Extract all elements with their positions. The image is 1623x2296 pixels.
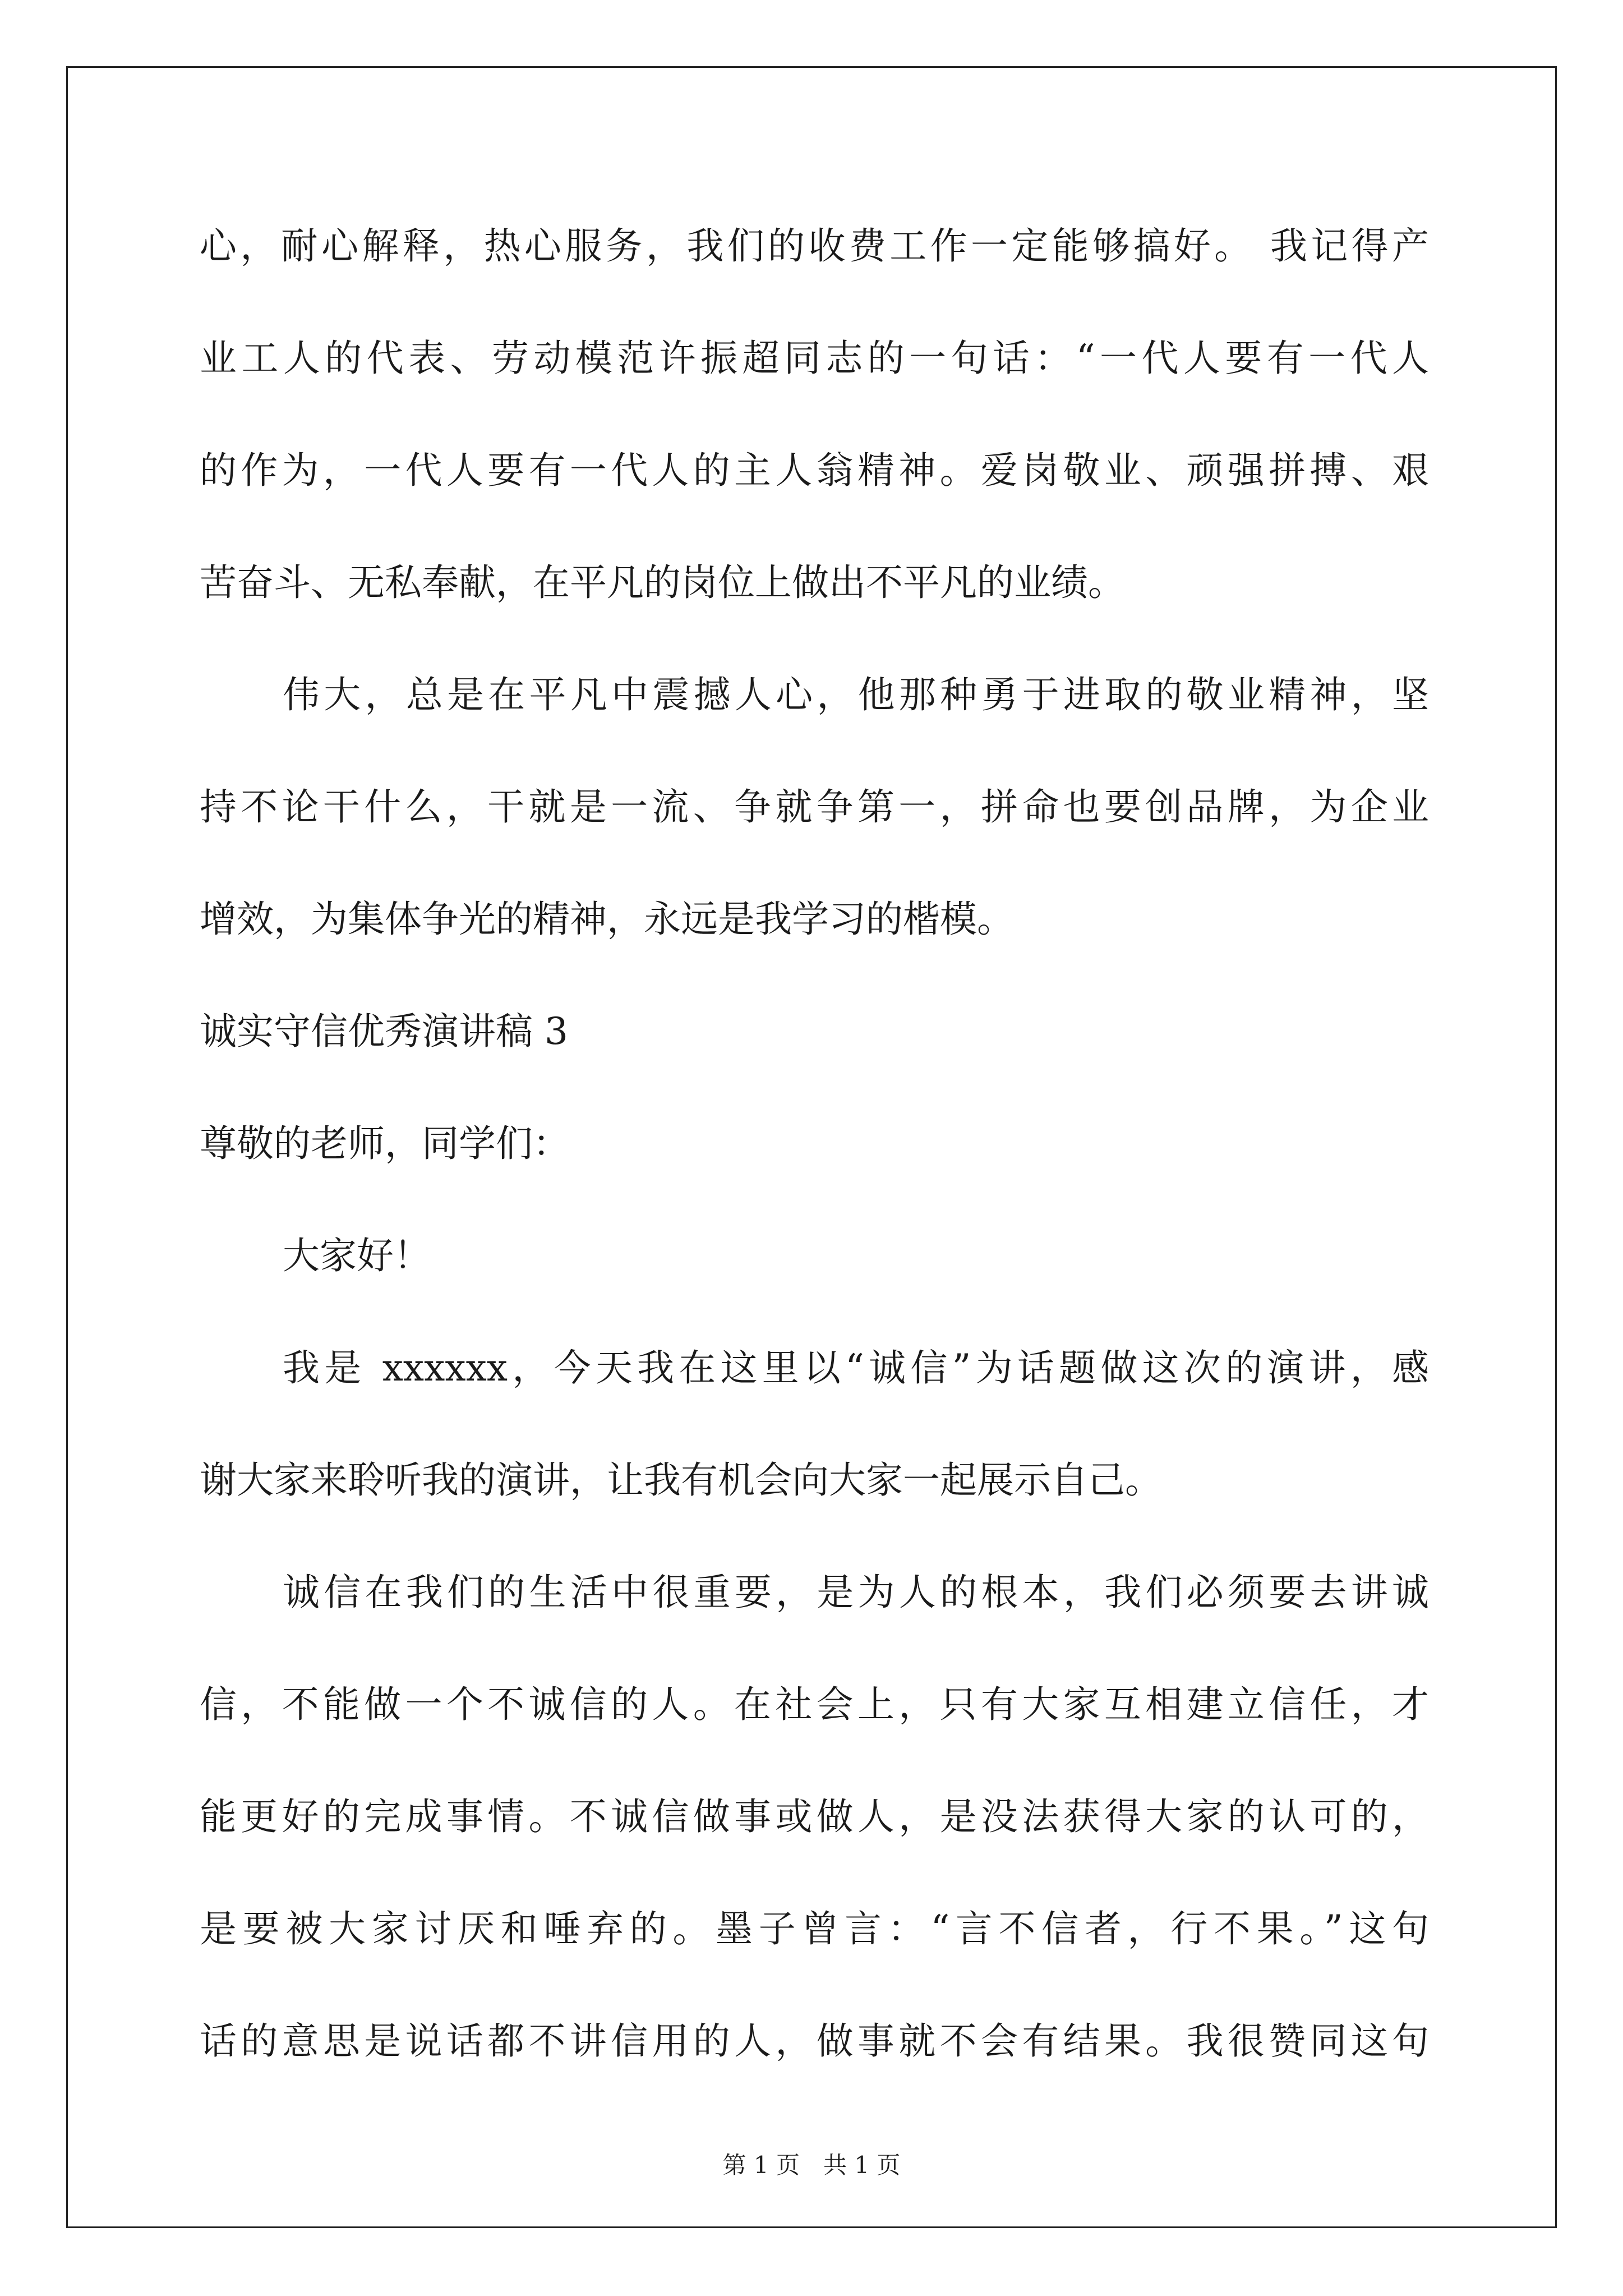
- text-line: 增效，为集体争光的精神，永远是我学习的楷模。: [200, 898, 1014, 941]
- text-line: 的作为，一代人要有一代人的主人翁精神。爱岗敬业、顽强拼搏、艰: [200, 449, 1429, 492]
- paragraph-first-line: 诚信在我们的生活中很重要，是为人的根本，我们必须要去讲诚: [283, 1571, 1429, 1614]
- text-line: 话的意思是说话都不讲信用的人，做事就不会有结果。我很赞同这句: [200, 2019, 1429, 2063]
- section-heading: 诚实守信优秀演讲稿 3: [200, 1010, 568, 1053]
- page-number: 第 1 页: [722, 2151, 800, 2179]
- text-line: 谢大家来聆听我的演讲，让我有机会向大家一起展示自己。: [200, 1458, 1162, 1502]
- text-line: 苦奋斗、无私奉献，在平凡的岗位上做出不平凡的业绩。: [200, 561, 1125, 604]
- text-line: 是要被大家讨厌和唾弃的。墨子曾言：“言不信者，行不果。”这句: [200, 1907, 1429, 1950]
- text-line: 持不论干什么，干就是一流、争就争第一，拼命也要创品牌，为企业: [200, 785, 1429, 829]
- paragraph-first-line: 我是 xxxxxx，今天我在这里以“诚信”为话题做这次的演讲，感: [283, 1346, 1429, 1389]
- text-line: 心，耐心解释，热心服务，我们的收费工作一定能够搞好。 我记得产: [200, 224, 1429, 268]
- document-body: [200, 206, 1429, 2114]
- page-footer: [0, 2148, 1623, 2182]
- greeting: 大家好！: [283, 1234, 431, 1277]
- text-line: 信，不能做一个不诚信的人。在社会上，只有大家互相建立信任，才: [200, 1683, 1429, 1726]
- text-line: 业工人的代表、劳动模范许振超同志的一句话：“一代人要有一代人: [200, 337, 1429, 380]
- page-total: 共 1 页: [823, 2151, 901, 2179]
- text-line: 能更好的完成事情。不诚信做事或做人，是没法获得大家的认可的，: [200, 1795, 1429, 1838]
- salutation: 尊敬的老师，同学们：: [200, 1122, 570, 1165]
- paragraph-first-line: 伟大，总是在平凡中震撼人心，他那种勇于进取的敬业精神，坚: [283, 673, 1429, 716]
